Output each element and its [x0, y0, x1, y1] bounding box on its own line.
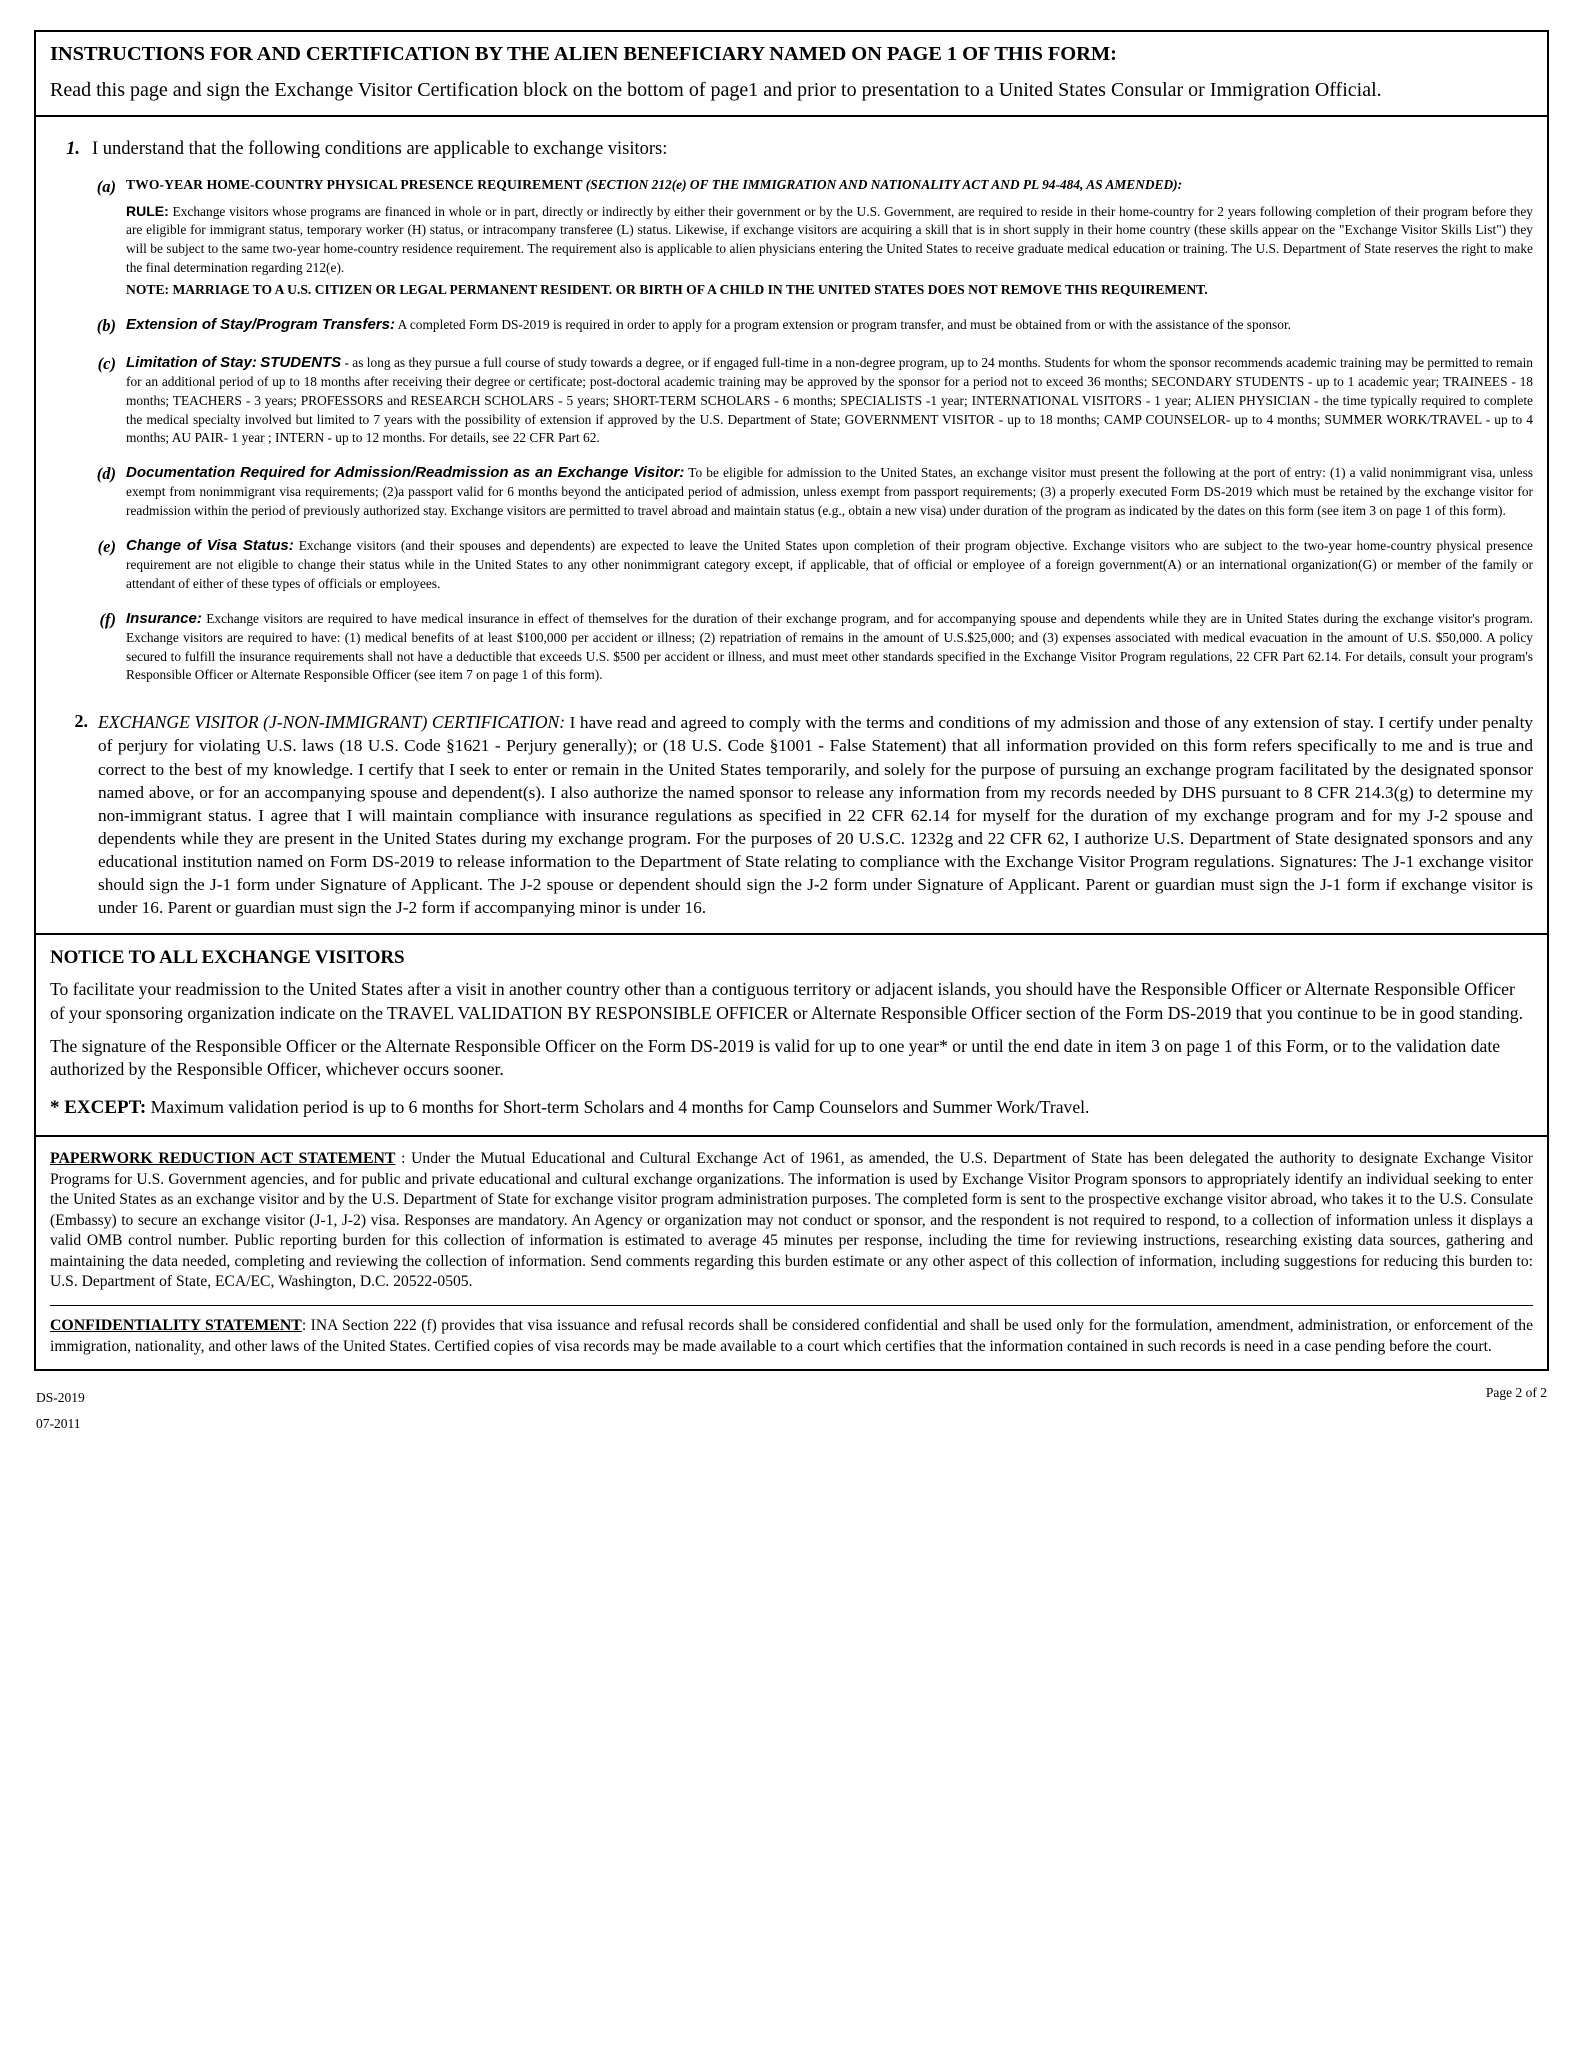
confidentiality-statement-text: : INA Section 222 (f) provides that visa issuance and refusal records shall be considered confidential and shall be used only for the formulation, amendment, administration, or enforcement of the immigration, nationality, and other laws of the United States. Certified copies of visa records may be made available to a court which certifies that the information contained in such records is need in a case pending before the court. — [50, 1317, 1534, 1355]
section-f — [50, 609, 1533, 685]
section-d-letter: (d) — [96, 463, 116, 483]
section-b-title: Extension of Stay/Program Transfers: — [126, 315, 395, 333]
notice-except-label: * EXCEPT: — [50, 1097, 147, 1119]
footer-form-date: 07-2011 — [36, 1416, 81, 1432]
section-f-letter: (f) — [99, 609, 116, 629]
section-a-rule-label: RULE: — [126, 202, 169, 219]
page-title: INSTRUCTIONS FOR AND CERTIFICATION BY THE ALIEN BENEFICIARY NAMED ON PAGE 1 OF THIS FORM: — [50, 43, 1117, 65]
confidentiality-statement — [50, 1316, 1533, 1357]
section-f-title: Insurance: — [126, 609, 202, 627]
item-1-text: I understand that the following conditions are applicable to exchange visitors: — [92, 139, 668, 160]
confidentiality-statement-heading: CONFIDENTIALITY STATEMENT — [50, 1317, 302, 1335]
item-1-number: 1. — [66, 139, 80, 160]
section-c-title: Limitation of Stay: — [126, 353, 257, 371]
item-1 — [50, 137, 1533, 161]
item-2-title: EXCHANGE VISITOR (J-NON-IMMIGRANT) CERTIFICATION: — [98, 711, 566, 732]
section-d-title: Documentation Required for Admission/Readmission as an Exchange Visitor: — [126, 463, 685, 481]
section-e-letter: (e) — [97, 536, 116, 556]
section-c-lead-caps: STUDENTS — [260, 353, 342, 371]
notice-box — [34, 935, 1549, 1137]
section-e-text: Exchange visitors (and their spouses and dependents) are expected to leave the United States upon completion of their program objective. Exchange visitors who are subject to the two-year home-country physical presence requirement are not eligible to change their status while in the United States to any other nonimmigrant category except, if applicable, that of official or employee of a foreign government(A) or an international organization(G) or member of the family or attendant of either of these types of officials or employees. — [126, 537, 1533, 591]
footer-left — [36, 1385, 85, 1436]
paperwork-statement-heading: PAPERWORK REDUCTION ACT STATEMENT — [50, 1149, 396, 1167]
paperwork-statement-text: : Under the Mutual Educational and Cultural Exchange Act of 1961, as amended, the U.S. Department of State has been delegated the authority to designate Exchange Visitor Programs for U.S. Government agencies, and for public and private educational and cultural exchange organizations. The information is used by Exchange Visitor Program sponsors to appropriately identify an individual seeking to enter the United States as an exchange visitor and by the U.S. Department of State for exchange visitor program administration purposes. The completed form is sent to the prospective exchange visitor abroad, who takes it to the U.S. Consulate (Embassy) to secure an exchange visitor (J-1, J-2) visa. Responses are mandatory. An Agency or organization may not conduct or sponsor, and the respondent is not required to respond, to a collection of information unless it displays a valid OMB control number. Public reporting burden for this collection of information is estimated to average 45 minutes per response, including the time for reviewing instructions, researching existing data sources, gathering and maintaining the data needed, completing and reviewing the collection of information. Send comments regarding this burden estimate or any other aspect of this collection of information, including suggestions for reducing this burden to: U.S. Department of State, ECA/EC, Washington, D.C. 20522-0505. — [50, 1149, 1533, 1291]
section-a-letter: (a) — [96, 177, 116, 197]
section-f-text: Exchange visitors are required to have medical insurance in effect of themselves for the duration of their exchange program, and for accompanying spouse and dependents while they are in United States during the exchange visitor's program. Exchange visitors are required to have: (1) medical benefits of at least $100,000 per accident or illness; (2) repatriation of remains in the amount of U.S.$25,000; and (3) expenses associated with medical evacuation in the amount of U.S. $50,000. A policy secured to fulfill the insurance requirements shall not have a deductible that exceeds U.S. $500 per accident or illness, and must meet other standards specified in the Exchange Visitor Program regulations, 22 CFR Part 62.14. For details, consult your program's Responsible Officer or Alternate Responsible Officer (see item 7 on page 1 of this form). — [126, 610, 1533, 683]
header-instructions-box — [34, 30, 1549, 117]
section-b-letter: (b) — [96, 315, 116, 335]
notice-except-text: Maximum validation period is up to 6 months for Short-term Scholars and 4 months for Camp Counselors and Summer Work/Travel. — [150, 1097, 1090, 1118]
section-c — [50, 353, 1533, 448]
footer-form-number: DS-2019 — [36, 1390, 85, 1406]
notice-title: NOTICE TO ALL EXCHANGE VISITORS — [50, 947, 405, 969]
header-subtitle: Read this page and sign the Exchange Visitor Certification block on the bottom of page1 and prior to presentation to a United States Consular or Immigration Official. — [50, 78, 1382, 101]
section-b-text: A completed Form DS-2019 is required in order to apply for a program extension or program transfer, and must be obtained from or with the assistance of the sponsor. — [397, 316, 1292, 332]
section-e-title: Change of Visa Status: — [126, 536, 294, 554]
paperwork-reduction-statement — [50, 1149, 1533, 1293]
section-d — [50, 463, 1533, 521]
item-2-certification — [50, 711, 1533, 919]
section-a-rule-text: Exchange visitors whose programs are financed in whole or in part, directly or indirectly by either their government or by the U.S. Government, are required to reside in their home-country for 2 years following completion of their program before they are eligible for immigrant status, temporary worker (H) status, or intracompany transferee (L) status. Likewise, if exchange visitors are acquiring a skill that is in short supply in their home country (these skills appear on the "Exchange Visitor Skills List") they will be subject to the same two-year home-country residence requirement. The requirement also is applicable to alien physicians entering the United States to receive graduate medical education or training. The U.S. Department of State reserves the right to make the final determination regarding 212(e). — [126, 203, 1533, 275]
section-c-text: - as long as they pursue a full course of study towards a degree, or if engaged full-time in a non-degree program, up to 24 months. Students for whom the sponsor recommends academic training may be permitted to remain for an additional period of up to 18 months after receiving their degree or certificate; post-doctoral academic training may be approved by the sponsor for a period not to exceed 36 months; SECONDARY STUDENTS - up to 1 academic year; TRAINEES - 18 months; TEACHERS - 3 years; PROFESSORS and RESEARCH SCHOLARS - 5 years; SHORT-TERM SCHOLARS - 6 months; SPECIALISTS -1 year; INTERNATIONAL VISITORS - 1 year; ALIEN PHYSICIAN - the time typically required to complete the medical specialty involved but limited to 7 years with the possibility of extension if approved by the U.S. Department of State; GOVERNMENT VISITOR - up to 18 months; CAMP COUNSELOR- up to 4 months; SUMMER WORK/TRAVEL - up to 4 months; AU PAIR- 1 year ; INTERN - up to 12 months. For details, see 22 CFR Part 62. — [126, 354, 1533, 446]
statements-box — [34, 1137, 1549, 1372]
page-footer — [34, 1385, 1549, 1437]
section-a — [50, 176, 1533, 300]
notice-paragraph-2: The signature of the Responsible Officer or the Alternate Responsible Officer on the Form DS-2019 is valid for up to one year* or until the end date in item 3 on page 1 of this Form, or to the validation date authorized by the Responsible Officer, whichever occurs sooner. — [50, 1035, 1501, 1080]
section-b — [50, 315, 1533, 338]
section-e — [50, 536, 1533, 594]
section-a-title-italic: (SECTION 212(e) OF THE IMMIGRATION AND NATIONALITY ACT AND PL 94-484, AS AMENDED): — [585, 177, 1183, 193]
notice-paragraph-1: To facilitate your readmission to the United States after a visit in another country other than a contiguous territory or adjacent islands, you should have the Responsible Officer or Alternate Responsible Officer of your sponsoring organization indicate on the TRAVEL VALIDATION BY RESPONSIBLE OFFICER or Alternate Responsible Officer section of the Form DS-2019 that you continue to be in good standing. — [50, 979, 1524, 1023]
item-2-number: 2. — [74, 710, 88, 731]
item-2-text: I have read and agreed to comply with the terms and conditions of my admission and those of any extension of stay. I certify under penalty of perjury for violating U.S. laws (18 U.S. Code §1621 - Perjury generally); or (18 U.S. Code §1001 - False Statement) that all information provided on this form refers specifically to me and is true and correct to the best of my knowledge. I certify that I seek to enter or remain in the United States temporarily, and solely for the purpose of pursuing an exchange program facilitated by the designated sponsor named above, or for an accompanying spouse and dependent(s). I also authorize the named sponsor to release any information from my records needed by DHS pursuant to 8 CFR 214.3(g) to determine my non-immigrant status. I agree that I will maintain compliance with insurance regulations as specified in 22 CFR 62.14 for myself for the duration of my exchange program and for my J-2 spouse and dependents while they are present in the United States during my exchange program. For the purposes of 20 U.S.C. 1232g and 22 CFR 62, I authorize U.S. Department of State designated sponsors and any educational institution named on Form DS-2019 to release information to the Department of State relating to compliance with the Exchange Visitor Program regulations. Signatures: The J-1 exchange visitor should sign the J-1 form under Signature of Applicant. The J-2 spouse or dependent should sign the J-2 form under Signature of Applicant. Parent or guardian must sign the J-1 form if exchange visitor is under 16. Parent or guardian must sign the J-2 form if accompanying minor is under 16. — [98, 712, 1534, 917]
section-a-title-caps: TWO-YEAR HOME-COUNTRY PHYSICAL PRESENCE REQUIREMENT — [126, 177, 586, 193]
section-a-note: NOTE: MARRIAGE TO A U.S. CITIZEN OR LEGAL PERMANENT RESIDENT. OR BIRTH OF A CHILD IN THE UNITED STATES DOES NOT REMOVE THIS REQUIREMENT. — [126, 282, 1208, 298]
footer-page-label: Page 2 of 2 — [1485, 1385, 1547, 1401]
notice-except — [50, 1095, 1533, 1121]
section-d-text: To be eligible for admission to the United States, an exchange visitor must present the following at the port of entry: (1) a valid nonimmigrant visa, unless exempt from nonimmigrant visa requirements; (2)a passport valid for 6 months beyond the anticipated period of admission, unless exempt from passport requirements; (3) a properly executed Form DS-2019 which must be retained by the exchange visitor for readmission within the period of previously authorized stay. Exchange visitors are permitted to travel abroad and maintain status (e.g., obtain a new visa) under duration of the program as indicated by the dates on this form (see item 3 on page 1 of this form). — [126, 464, 1534, 519]
conditions-box — [34, 117, 1549, 935]
section-c-letter: (c) — [97, 353, 116, 373]
statements-divider — [50, 1305, 1533, 1306]
section-a-rule — [126, 202, 1533, 277]
section-a-title — [126, 176, 1533, 195]
